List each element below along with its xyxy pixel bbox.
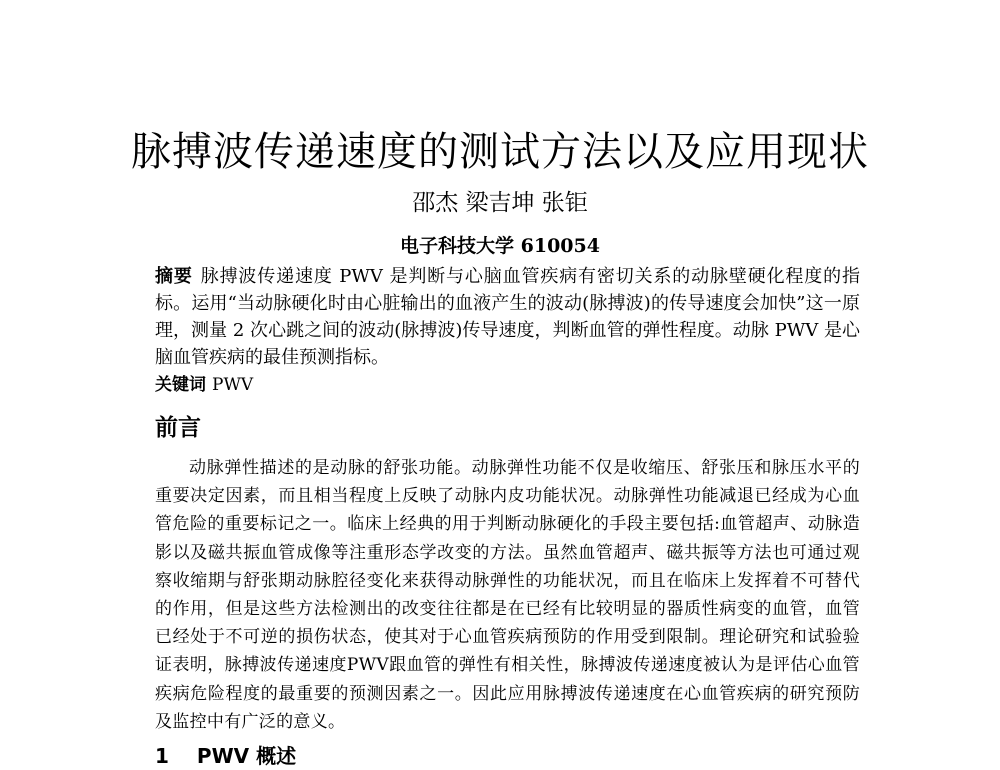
keywords-value: PWV	[212, 375, 254, 395]
paper-title: 脉搏波传递速度的测试方法以及应用现状	[131, 129, 869, 175]
keywords-line	[155, 372, 253, 398]
section-1-heading	[155, 742, 296, 770]
abstract	[155, 263, 860, 371]
intro-paragraph: 动脉弹性描述的是动脉的舒张功能。动脉弹性功能不仅是收缩压、舒张压和脉压水平的重要决定因素，而且相当程度上反映了动脉内皮功能状况。动脉弹性功能减退已经成为心血管危险的重要标记之一。临床上经典的用于判断动脉硬化的手段主要包括:血管超声、动脉造影以及磁共振血管成像等注重形态学改变的方法。虽然血管超声、磁共振等方法也可通过观察收缩期与舒张期动脉腔径变化来获得动脉弹性的功能状况，而且在临床上发挥着不可替代的作用，但是这些方法检测出的改变往往都是在已经有比较明显的器质性病变的血管，血管已经处于不可逆的损伤状态，使其对于心血管疾病预防的作用受到限制。理论研究和试验验证表明，脉搏波传递速度PWV跟血管的弹性有相关性，脉搏波传递速度被认为是评估心血管疾病危险程度的最重要的预测因素之一。因此应用脉搏波传递速度在心血管疾病的研究预防及监控中有广泛的意义。	[155, 458, 860, 732]
abstract-text: 脉搏波传递速度 PWV 是判断与心脑血管疾病有密切关系的动脉壁硬化程度的指标。运用“当动脉硬化时由心脏输出的血液产生的波动(脉搏波)的传导速度会加快”这一原理，测量 2 次心跳之间的波动(脉搏波)传导速度，判断血管的弹性程度。动脉 PWV 是心脑血管疾病的最佳预测指标。	[155, 266, 860, 368]
author-list: 邵杰 梁吉坤 张钜	[412, 190, 588, 216]
abstract-label: 摘要	[155, 266, 193, 287]
section-1-title: PWV 概述	[196, 744, 297, 768]
section-1-number: 1	[155, 744, 169, 768]
keywords-label: 关键词	[155, 375, 206, 395]
affiliation: 电子科技大学 610054	[400, 235, 600, 257]
intro-heading: 前言	[155, 415, 201, 441]
